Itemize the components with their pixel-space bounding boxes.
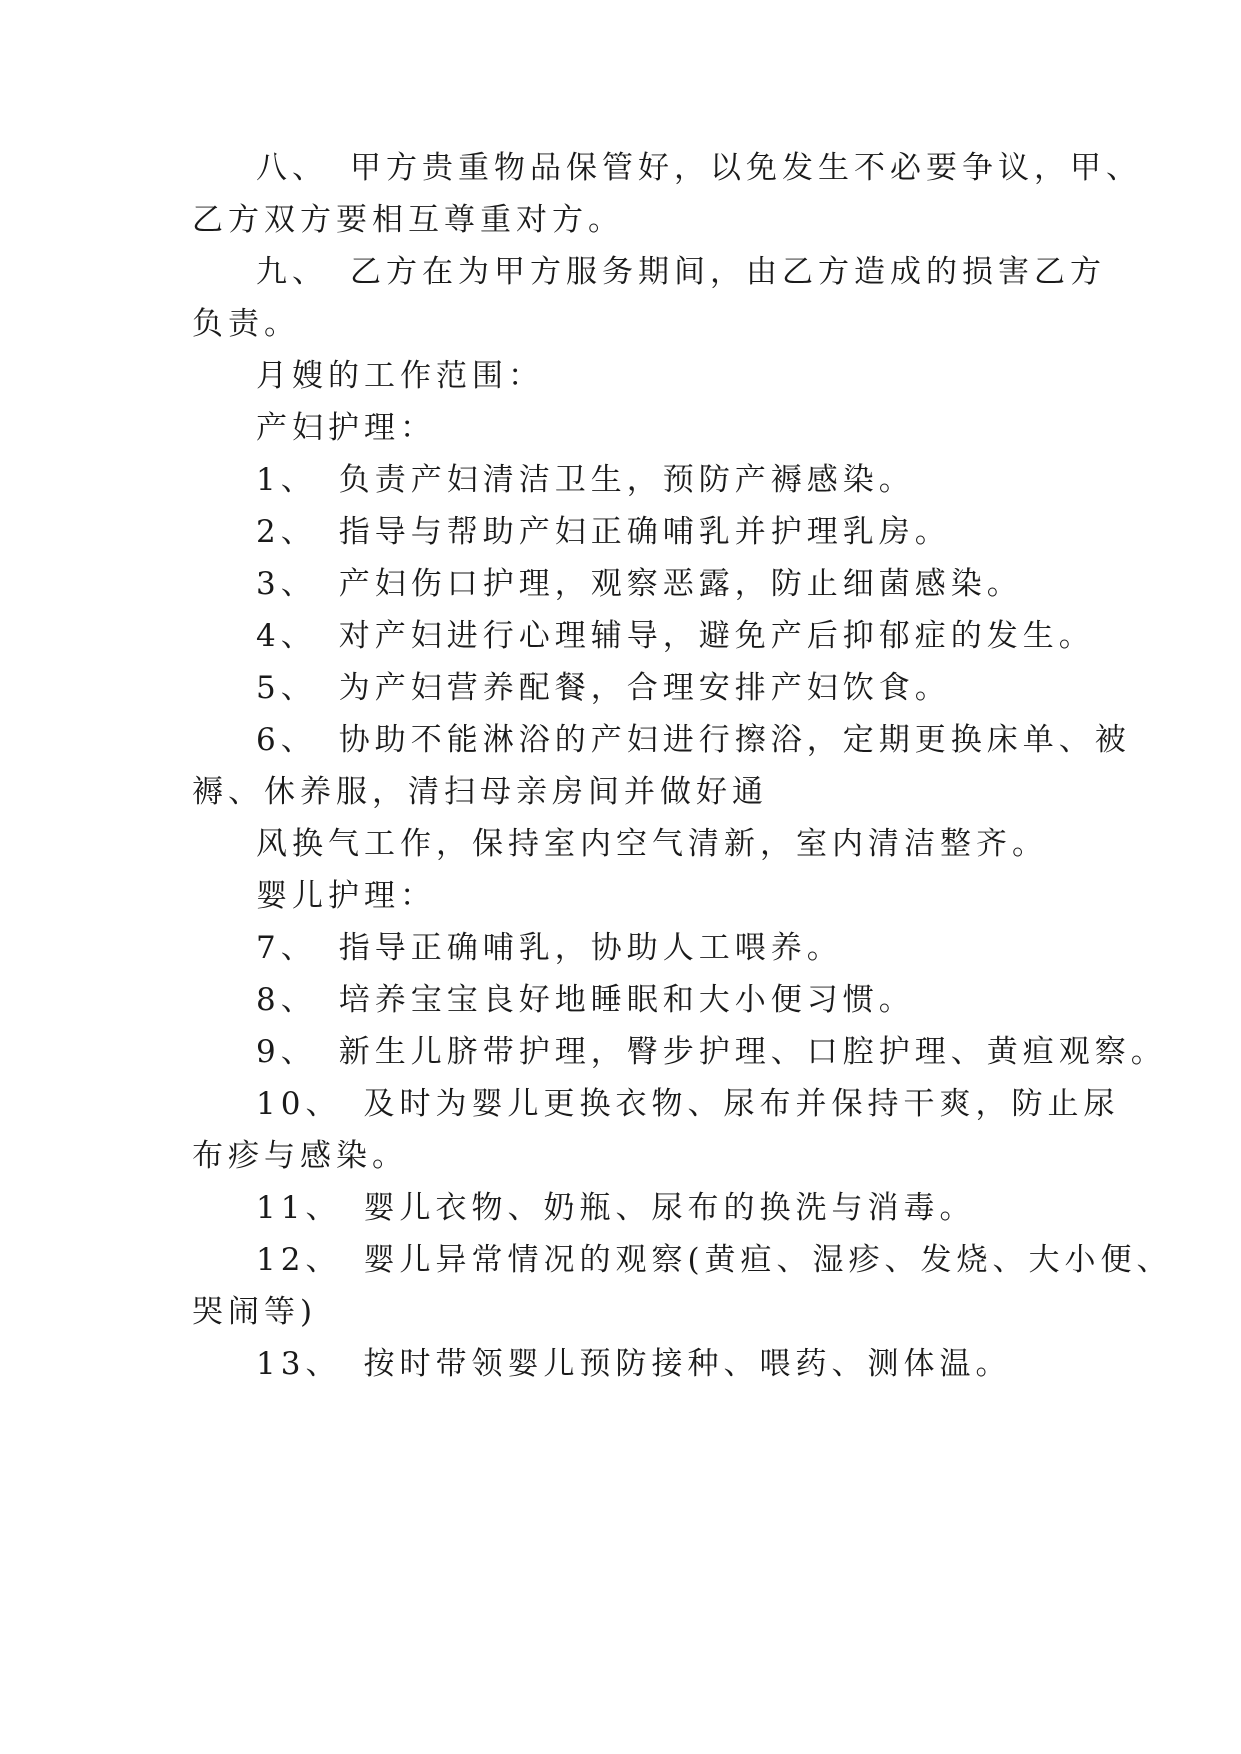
item-text: 婴儿衣物、奶瓶、尿布的换洗与消毒。	[363, 1190, 976, 1226]
item-number: 10、	[256, 1086, 342, 1122]
item-text: 婴儿异常情况的观察(黄疸、湿疹、发烧、大小便、	[363, 1242, 1173, 1278]
item-number: 6、	[256, 722, 317, 758]
baby-item-8	[256, 980, 1072, 1020]
item-number: 8、	[256, 982, 317, 1018]
work-scope-heading: 月嫂的工作范围：	[256, 358, 544, 394]
baby-item-12-line-2: 哭闹等)	[192, 1294, 318, 1330]
mother-item-5	[256, 668, 1072, 708]
baby-item-13	[256, 1344, 1072, 1384]
clause-9-number: 九、	[256, 254, 328, 290]
mother-item-3	[256, 564, 1072, 604]
item-text: 指导与帮助产妇正确哺乳并护理乳房。	[338, 514, 951, 550]
mother-item-4	[256, 616, 1095, 656]
baby-item-10-line-1	[256, 1084, 1120, 1124]
item-text: 指导正确哺乳，协助人工喂养。	[338, 930, 843, 966]
item-number: 9、	[256, 1034, 317, 1070]
item-number: 2、	[256, 514, 317, 550]
item-text: 培养宝宝良好地睡眠和大小便习惯。	[338, 982, 915, 1018]
item-number: 5、	[256, 670, 317, 706]
item-text: 产妇伤口护理，观察恶露，防止细菌感染。	[338, 566, 1023, 602]
mother-item-2	[256, 512, 1072, 552]
mother-item-1	[256, 460, 1072, 500]
clause-8-text: 甲方贵重物品保管好，以免发生不必要争议，甲、	[350, 150, 1142, 186]
baby-care-heading: 婴儿护理：	[256, 878, 436, 914]
mother-care-heading: 产妇护理：	[256, 410, 436, 446]
item-text: 及时为婴儿更换衣物、尿布并保持干爽，防止尿	[363, 1086, 1120, 1122]
item-text: 负责产妇清洁卫生，预防产褥感染。	[338, 462, 915, 498]
baby-item-10-line-2: 布疹与感染。	[192, 1138, 408, 1174]
item-text: 协助不能淋浴的产妇进行擦浴，定期更换床单、被	[338, 722, 1131, 758]
clause-9-text: 乙方在为甲方服务期间，由乙方造成的损害乙方	[350, 254, 1106, 290]
item-text: 对产妇进行心理辅导，避免产后抑郁症的发生。	[338, 618, 1095, 654]
baby-item-7	[256, 928, 1072, 968]
baby-item-9	[256, 1032, 1167, 1072]
baby-item-12-line-1	[256, 1240, 1173, 1280]
item-text: 为产妇营养配餐，合理安排产妇饮食。	[338, 670, 951, 706]
item-number: 12、	[256, 1242, 342, 1278]
item-number: 3、	[256, 566, 317, 602]
mother-item-6-line-2: 褥、休养服，清扫母亲房间并做好通	[192, 774, 768, 810]
clause-9-line-1	[256, 252, 1106, 292]
item-number: 11、	[256, 1190, 342, 1226]
item-number: 13、	[256, 1346, 342, 1382]
clause-8-line-2: 乙方双方要相互尊重对方。	[192, 202, 624, 238]
item-number: 1、	[256, 462, 317, 498]
mother-item-6-line-3: 风换气工作，保持室内空气清新，室内清洁整齐。	[256, 826, 1048, 862]
clause-9-line-2: 负责。	[192, 306, 300, 342]
item-number: 7、	[256, 930, 317, 966]
mother-item-6-line-1	[256, 720, 1131, 760]
clause-8-line-1	[256, 148, 1142, 188]
clause-8-number: 八、	[256, 150, 328, 186]
item-text: 新生儿脐带护理，臀步护理、口腔护理、黄疸观察。	[338, 1034, 1167, 1070]
item-text: 按时带领婴儿预防接种、喂药、测体温。	[363, 1346, 1012, 1382]
item-number: 4、	[256, 618, 317, 654]
baby-item-11	[256, 1188, 1072, 1228]
